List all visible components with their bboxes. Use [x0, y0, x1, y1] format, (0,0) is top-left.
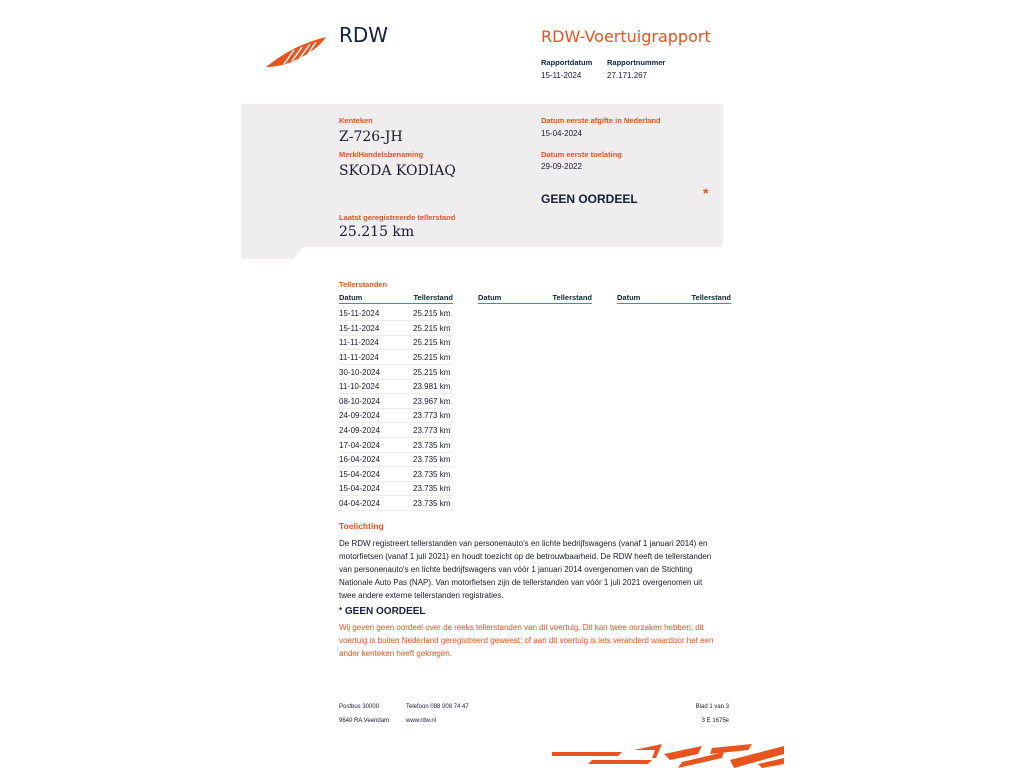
table-row [339, 306, 453, 321]
rapportnummer-value: 27.171.267 [607, 71, 648, 80]
row-tellerstand: 23.735 km [413, 470, 451, 479]
col-datum-header: Datum [339, 293, 363, 302]
footer-doc-code: 3 E 1675e [701, 718, 729, 724]
table-row [339, 408, 453, 423]
verdict-line: ander kenteken heeft gekregen. [339, 649, 452, 658]
verdict-line: voertuig is buiten Nederland geregistreerd geweest; of aan dit voertuig is iets veranderd waardoor het een [339, 636, 714, 645]
row-datum: 15-11-2024 [339, 309, 380, 318]
verdict-explanation [339, 621, 729, 660]
table-row [339, 379, 453, 394]
toelichting-line: van personenauto's en lichte bedrijfswagens van vóór 1 januari 2014 overgenomen van de Stichting [339, 565, 693, 574]
table-header-1 [339, 293, 453, 304]
row-tellerstand: 23.735 km [413, 484, 451, 493]
col-datum-header: Datum [478, 293, 502, 302]
row-datum: 30-10-2024 [339, 368, 380, 377]
afgifte-label: Datum eerste afgifte in Nederland [541, 116, 661, 125]
footer-telefoon: Telefoon 088 008 74 47 [406, 704, 469, 710]
table-row [339, 438, 453, 453]
merk-label: Merk/Handelsbenaming [339, 150, 424, 159]
afgifte-value: 15-04-2024 [541, 129, 582, 138]
toelating-label: Datum eerste toelating [541, 150, 622, 159]
toelichting-body [339, 537, 729, 602]
table-row [339, 365, 453, 380]
verdict-star: * [339, 606, 343, 615]
footer-page-number: Blad 1 van 3 [695, 704, 729, 710]
row-datum: 04-04-2024 [339, 499, 380, 508]
row-tellerstand: 23.981 km [413, 382, 451, 391]
vehicle-summary-panel [241, 104, 723, 247]
table-row [339, 423, 453, 438]
table-row [339, 321, 453, 336]
verdict-badge: GEEN OORDEEL [541, 192, 638, 206]
row-tellerstand: 25.215 km [413, 338, 451, 347]
table-row [339, 350, 453, 365]
rdw-logo-icon [264, 34, 330, 70]
tellerstand-value: 25.215 km [339, 224, 415, 240]
toelichting-line: motorfietsen (vanaf 1 juli 2021) en houdt toezicht op de betrouwbaarheid. De RDW heeft de tellerstanden [339, 552, 712, 561]
row-tellerstand: 25.215 km [413, 324, 451, 333]
row-datum: 24-09-2024 [339, 411, 380, 420]
table-row [339, 394, 453, 409]
footer-web-link[interactable]: www.rdw.nl [406, 718, 437, 724]
row-datum: 15-04-2024 [339, 484, 380, 493]
row-tellerstand: 23.773 km [413, 411, 451, 420]
row-datum: 08-10-2024 [339, 397, 380, 406]
row-tellerstand: 23.773 km [413, 426, 451, 435]
rapportdatum-label: Rapportdatum [541, 58, 593, 67]
row-tellerstand: 23.967 km [413, 397, 451, 406]
panel-tab-decoration [241, 247, 303, 259]
col-tellerstand-header: Tellerstand [552, 293, 592, 302]
toelichting-line: Nationale Auto Pas (NAP). Van motorfietsen zijn de tellerstanden van vóór 1 juli 2021 overgenomen uit [339, 578, 703, 587]
footer-plaats: 9640 RA Veendam [339, 718, 390, 724]
row-datum: 11-11-2024 [339, 338, 379, 347]
kenteken-label: Kenteken [339, 116, 373, 125]
tellerstanden-title: Tellerstanden [339, 280, 388, 289]
report-title: RDW-Voertuigrapport [541, 27, 711, 46]
row-datum: 16-04-2024 [339, 455, 380, 464]
verdict-heading-text: GEEN OORDEEL [344, 606, 426, 617]
table-row [339, 452, 453, 467]
row-tellerstand: 25.215 km [413, 368, 451, 377]
row-datum: 15-11-2024 [339, 324, 380, 333]
row-datum: 11-11-2024 [339, 353, 379, 362]
col-datum-header: Datum [617, 293, 641, 302]
col-tellerstand-header: Tellerstand [413, 293, 453, 302]
verdict-line: Wij geven geen oordeel over de reeks tellerstanden van dit voertuig. Dit kan twee oorzaken hebben: dit [339, 623, 704, 632]
toelating-value: 29-09-2022 [541, 162, 582, 171]
table-row [339, 467, 453, 482]
table-header-2 [478, 293, 592, 304]
row-tellerstand: 23.735 km [413, 441, 451, 450]
row-datum: 11-10-2024 [339, 382, 380, 391]
toelichting-line: De RDW registreert tellerstanden van personenauto's en lichte bedrijfswagens (vanaf 1 januari 2014) en [339, 539, 708, 548]
kenteken-value: Z-726-JH [339, 129, 403, 145]
col-tellerstand-header: Tellerstand [691, 293, 731, 302]
rapportnummer-label: Rapportnummer [607, 58, 666, 67]
decorative-stripes-icon [552, 744, 784, 768]
footer-postbus: Postbus 30000 [339, 704, 380, 710]
row-datum: 15-04-2024 [339, 470, 380, 479]
table-row [339, 335, 453, 350]
logo-text: RDW [339, 23, 389, 47]
row-tellerstand: 23.735 km [413, 499, 451, 508]
row-tellerstand: 25.215 km [413, 353, 451, 362]
table-row [339, 496, 453, 511]
merk-value: SKODA KODIAQ [339, 163, 456, 179]
table-header-3 [617, 293, 731, 304]
verdict-heading [339, 606, 425, 617]
asterisk-marker: * [703, 185, 709, 201]
tellerstand-label: Laatst geregistreerde tellerstand [339, 213, 456, 222]
row-datum: 17-04-2024 [339, 441, 380, 450]
table-row [339, 481, 453, 496]
rapportdatum-value: 15-11-2024 [541, 71, 582, 80]
row-tellerstand: 25.215 km [413, 309, 451, 318]
toelichting-line: twee andere externe tellerstanden registraties. [339, 591, 504, 600]
row-datum: 24-09-2024 [339, 426, 380, 435]
row-tellerstand: 23.735 km [413, 455, 451, 464]
toelichting-title: Toelichting [339, 521, 384, 531]
